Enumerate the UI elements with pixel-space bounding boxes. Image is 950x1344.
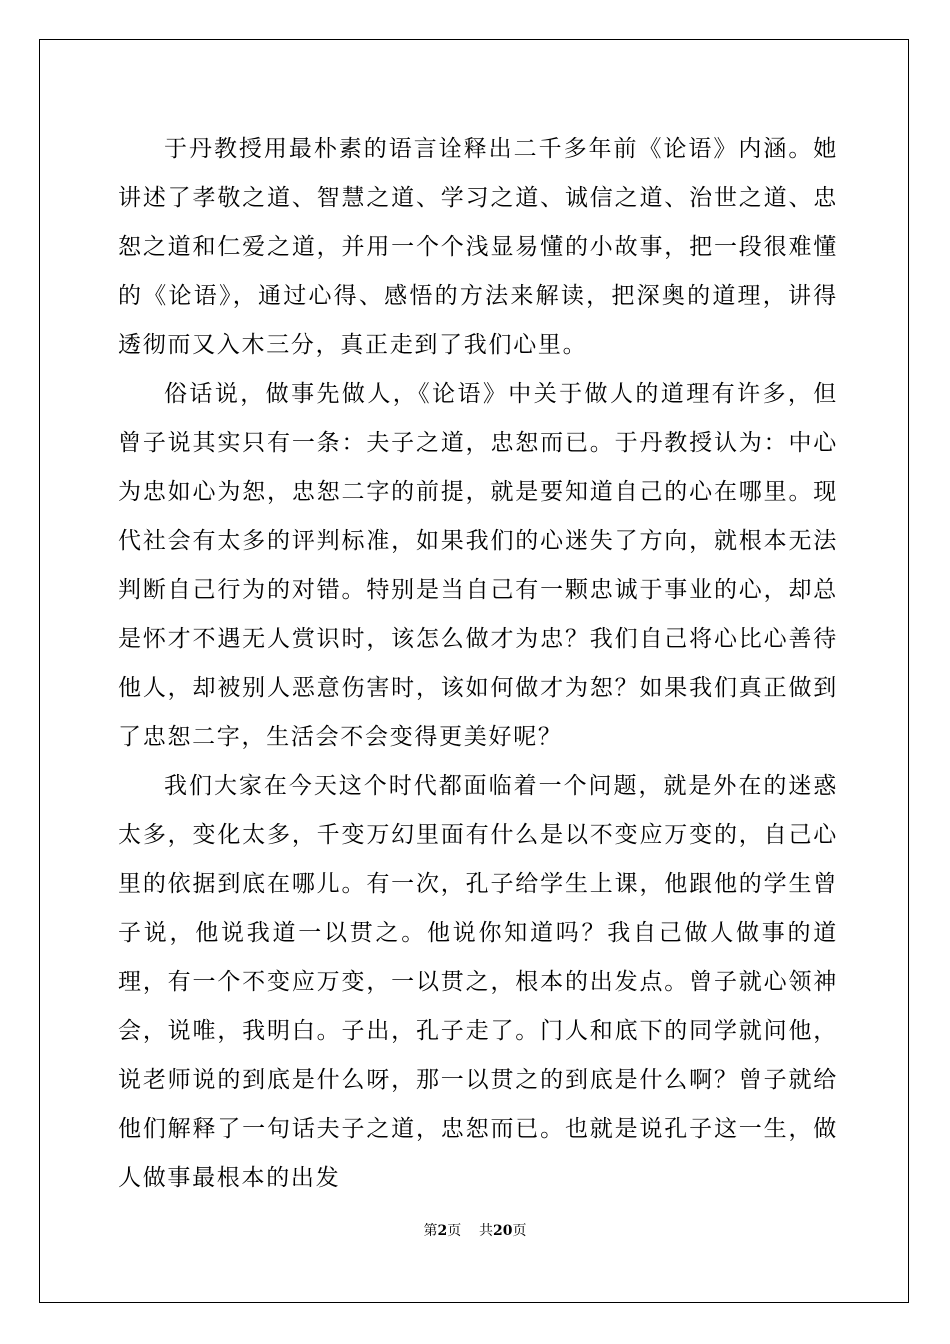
total-suffix: 页 — [512, 1223, 527, 1239]
paragraph-2: 俗话说，做事先做人，《论语》中关于做人的道理有许多，但曾子说其实只有一条：夫子之道，忠恕而已。于丹教授认为：中心为忠如心为恕，忠恕二字的前提，就是要知道自己的心在哪里。现代社会有太多的评判标准，如果我们的心迷失了方向，就根本无法判断自己行为的对错。特别是当自己有一颗忠诚于事业的心，却总是怀才不遇无人赏识时，该怎么做才为忠？我们自己将心比心善待他人，却被别人恶意伤害时，该如何做才为恕？如果我们真正做到了忠恕二字，生活会不会变得更美好呢？ — [118, 381, 838, 750]
page-prefix: 第 — [423, 1223, 438, 1239]
paragraph-3: 我们大家在今天这个时代都面临着一个问题，就是外在的迷惑太多，变化太多，千变万幻里面有什么是以不变应万变的，自己心里的依据到底在哪儿。有一次，孔子给学生上课，他跟他的学生曾子说，他说我道一以贯之。他说你知道吗？我自己做人做事的道理，有一个不变应万变，一以贯之，根本的出发点。曾子就心领神会，说唯，我明白。子出，孔子走了。门人和底下的同学就问他，说老师说的到底是什么呀，那一以贯之的到底是什么啊？曾子就给他们解释了一句话夫子之道，忠恕而已。也就是说孔子这一生，做人做事最根本的出发 — [118, 773, 838, 1191]
document-body — [118, 125, 838, 1203]
page-footer — [0, 1220, 950, 1240]
total-prefix: 共 — [479, 1223, 494, 1239]
paragraph-1: 于丹教授用最朴素的语言诠释出二千多年前《论语》内涵。她讲述了孝敬之道、智慧之道、学习之道、诚信之道、治世之道、忠恕之道和仁爱之道，并用一个个浅显易懂的小故事，把一段很难懂的《论语》，通过心得、感悟的方法来解读，把深奥的道理，讲得透彻而又入木三分，真正走到了我们心里。 — [118, 136, 838, 358]
page-total: 20 — [493, 1223, 513, 1239]
page-suffix: 页 — [447, 1223, 462, 1239]
page-current: 2 — [437, 1223, 448, 1239]
